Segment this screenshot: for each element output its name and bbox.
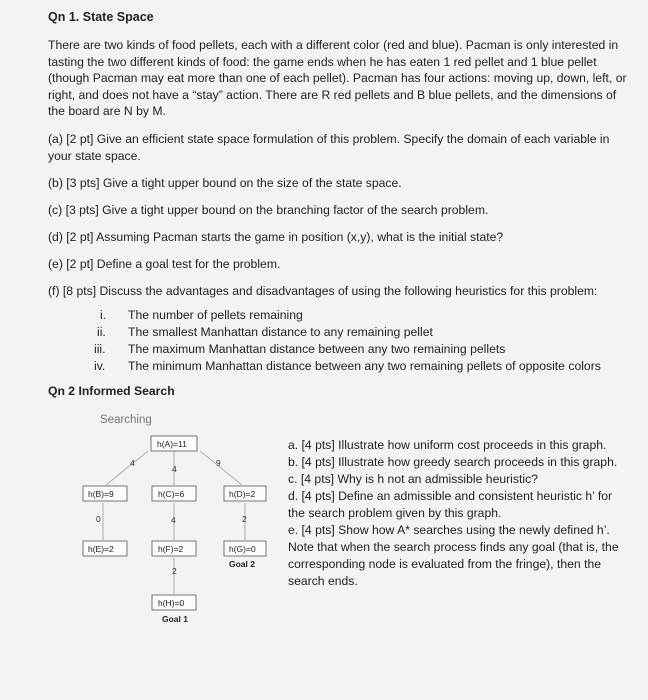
q2-question-e: e. [4 pts] Show how A* searches using the newly defined h’. <box>288 523 610 537</box>
heuristic-text: The number of pellets remaining <box>128 308 303 322</box>
edge-label-a-b: 4 <box>130 458 135 468</box>
node-g <box>224 541 266 556</box>
heuristic-text: The smallest Manhattan distance to any remaining pellet <box>128 325 433 339</box>
node-e <box>83 541 127 556</box>
edge-label-f-h: 2 <box>172 566 177 576</box>
node-d-label: h(D)=2 <box>229 489 256 499</box>
q2-question-d: d. [4 pts] Define an admissible and consistent heuristic h’ for <box>288 489 613 503</box>
edge-label-a-d: 9 <box>216 458 221 468</box>
q1-paragraph-line: tasting the two different kinds of food: the game ends when he has eaten 1 red pellet and 1 blue pellet <box>48 54 597 69</box>
q2-title: Qn 2 Informed Search <box>48 384 175 398</box>
figure-title: Searching <box>100 414 152 426</box>
node-c <box>152 486 196 501</box>
q1-part-e: (e) [2 pt] Define a goal test for the problem. <box>48 257 281 271</box>
heuristic-text: The maximum Manhattan distance between any two remaining pellets <box>128 342 506 356</box>
q1-part-a-line2: your state space. <box>48 149 141 163</box>
q2-question-a: a. [4 pts] Illustrate how uniform cost proceeds in this graph. <box>288 438 607 452</box>
heuristic-num: ii. <box>97 325 106 339</box>
node-h-label: h(H)=0 <box>158 598 185 608</box>
q2-question-e-cont: search ends. <box>288 574 358 588</box>
heuristic-text: The minimum Manhattan distance between any two remaining pellets of opposite colors <box>128 359 601 373</box>
search-graph <box>78 428 278 628</box>
q1-title: Qn 1. State Space <box>48 10 154 24</box>
node-g-label: h(G)=0 <box>229 544 256 554</box>
q1-paragraph-line: (though Pacman may eat more than one of each pellet). Pacman has four actions: moving up, down, left, or <box>48 71 627 86</box>
node-h <box>152 595 196 610</box>
node-a <box>151 436 197 451</box>
node-d <box>224 486 266 501</box>
q1-paragraph-line: There are two kinds of food pellets, each with a different color (red and blue). Pacman is only interested in <box>48 38 619 52</box>
q1-part-f: (f) [8 pts] Discuss the advantages and disadvantages of using the following heuristics for this problem: <box>48 284 598 298</box>
edge-a-b <box>106 451 148 485</box>
heuristic-num: iii. <box>94 342 106 356</box>
edge-label-a-c: 4 <box>172 464 177 474</box>
edge-label-c-f: 4 <box>171 515 176 525</box>
q1-part-d: (d) [2 pt] Assuming Pacman starts the game in position (x,y), what is the initial state? <box>48 230 504 244</box>
q2-question-e-cont: corresponding node is evaluated from the fringe), then the <box>288 557 602 571</box>
q2-question-d-cont: the search problem given by this graph. <box>288 506 502 520</box>
q1-part-a-line1: (a) [2 pt] Give an efficient state space formulation of this problem. Specify the domain of each variable in <box>48 132 610 146</box>
edge-label-b-e: 0 <box>96 514 101 524</box>
heuristic-num: iv. <box>94 359 106 373</box>
q2-question-b: b. [4 pts] Illustrate how greedy search proceeds in this graph. <box>288 455 618 469</box>
goal-1-label: Goal 1 <box>162 614 188 624</box>
edge-label-d-g: 2 <box>242 514 247 524</box>
q1-part-b: (b) [3 pts] Give a tight upper bound on the size of the state space. <box>48 176 402 190</box>
node-c-label: h(C)=6 <box>158 489 185 499</box>
node-f <box>152 541 196 556</box>
node-b-label: h(B)=9 <box>88 489 114 499</box>
heuristic-num: i. <box>100 308 107 322</box>
q2-question-e-cont: Note that when the search process finds any goal (that is, the <box>288 540 619 554</box>
q1-paragraph-line: right, and does not have a “stay” action. There are R red pellets and B blue pellets, and the dimensions of <box>48 87 617 102</box>
edge-a-d <box>200 451 242 485</box>
q2-question-c: c. [4 pts] Why is h not an admissible heuristic? <box>288 472 538 486</box>
q1-part-c: (c) [3 pts] Give a tight upper bound on the branching factor of the search problem. <box>48 203 489 217</box>
q1-paragraph-line: the board are N by M. <box>48 104 166 119</box>
goal-2-label: Goal 2 <box>229 559 255 569</box>
node-a-label: h(A)=11 <box>157 439 187 449</box>
q1-paragraph <box>48 37 627 120</box>
node-b <box>83 486 127 501</box>
node-e-label: h(E)=2 <box>88 544 114 554</box>
node-f-label: h(F)=2 <box>158 544 184 554</box>
